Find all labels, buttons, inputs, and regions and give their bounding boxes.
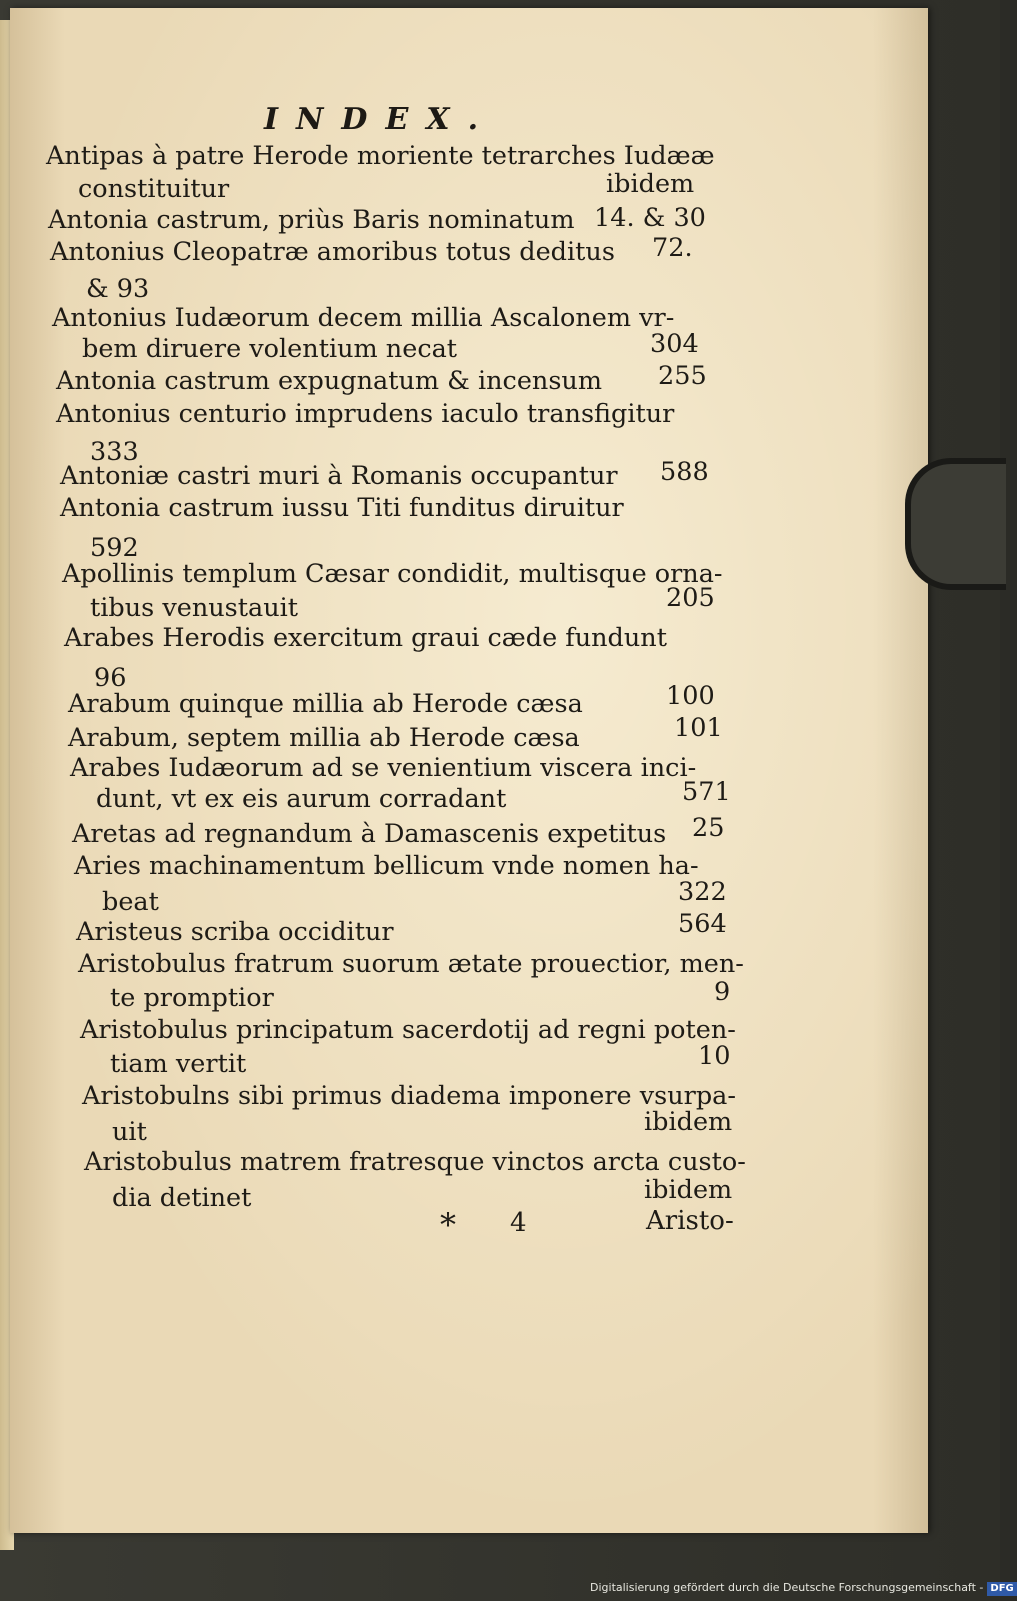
index-line: Aretas ad regnandum à Damascenis expetitus	[72, 819, 667, 849]
index-line: tiam vertit	[110, 1049, 247, 1079]
credit-text: Digitalisierung gefördert durch die Deutsche Forschungsgemeinschaft -	[590, 1581, 984, 1594]
index-line: tibus venustauit	[90, 593, 299, 623]
digitization-credit	[590, 1578, 1014, 1598]
index-line: Arabes Iudæorum ad se venientium viscera inci-	[70, 753, 697, 783]
index-line: Aristobulus principatum sacerdotij ad regni poten-	[80, 1015, 736, 1045]
index-line: bem diruere volentium necat	[82, 334, 458, 364]
index-line: Antoniæ castri muri à Romanis occupantur	[60, 461, 618, 491]
index-ref: 322	[678, 877, 727, 907]
index-ref: 571	[682, 777, 731, 807]
index-line: 592	[90, 533, 139, 563]
dfg-logo: DFG	[987, 1582, 1016, 1596]
index-ref: 14. & 30	[594, 203, 706, 233]
index-line: beat	[102, 887, 159, 917]
index-line: Antipas à patre Herode moriente tetrarches Iudææ	[46, 141, 715, 171]
index-line: Antonia castrum iussu Titi funditus diruitur	[60, 493, 624, 523]
index-line: Antonius Iudæorum decem millia Ascalonem vr-	[52, 303, 675, 333]
index-line: Antonius centurio imprudens iaculo transfigitur	[56, 399, 675, 429]
index-ref: 101	[674, 713, 723, 743]
index-line: Arabes Herodis exercitum graui cæde fundunt	[64, 623, 667, 653]
index-line: & 93	[86, 274, 150, 304]
index-line: uit	[112, 1117, 147, 1147]
index-line: Aries machinamentum bellicum vnde nomen ha-	[74, 851, 699, 881]
index-ref: 9	[714, 977, 731, 1007]
index-line: Aristobulns sibi primus diadema imponere vsurpa-	[82, 1081, 736, 1111]
index-ref: ibidem	[606, 169, 695, 199]
index-line: 333	[90, 437, 139, 467]
index-ref: ibidem	[644, 1175, 733, 1205]
page-heading: INDEX.	[263, 102, 497, 137]
index-ref: 10	[698, 1041, 731, 1071]
signature-mark: *	[440, 1206, 456, 1244]
page-clip	[905, 458, 1006, 590]
index-ref: 205	[666, 583, 715, 613]
index-ref: ibidem	[644, 1107, 733, 1137]
index-line: Antonia castrum, priùs Baris nominatum	[48, 205, 575, 235]
index-ref: 588	[660, 457, 709, 487]
index-line: dunt, vt ex eis aurum corradant	[96, 784, 507, 814]
index-line: Antonia castrum expugnatum & incensum	[56, 366, 603, 396]
index-ref: 255	[658, 361, 707, 391]
index-ref: 25	[692, 813, 725, 843]
index-line: Apollinis templum Cæsar condidit, multisque orna-	[62, 559, 723, 589]
index-line: constituitur	[78, 174, 230, 204]
index-line: te promptior	[110, 983, 274, 1013]
signature-number: 4	[510, 1208, 527, 1238]
index-line: Aristobulus matrem fratresque vinctos arcta custo-	[84, 1147, 746, 1177]
index-line: Arabum quinque millia ab Herode cæsa	[68, 689, 583, 719]
index-line: Aristobulus fratrum suorum ætate prouectior, men-	[78, 949, 744, 979]
index-ref: 304	[650, 329, 699, 359]
index-line: dia detinet	[112, 1183, 252, 1213]
index-line: Antonius Cleopatræ amoribus totus deditus	[50, 237, 615, 267]
index-line: 96	[94, 663, 127, 693]
index-ref: 72.	[652, 233, 693, 263]
catchword: Aristo-	[646, 1206, 734, 1236]
index-ref: 564	[678, 909, 727, 939]
index-line: Arabum, septem millia ab Herode cæsa	[68, 723, 580, 753]
index-ref: 100	[666, 681, 715, 711]
index-line: Aristeus scriba occiditur	[76, 917, 394, 947]
